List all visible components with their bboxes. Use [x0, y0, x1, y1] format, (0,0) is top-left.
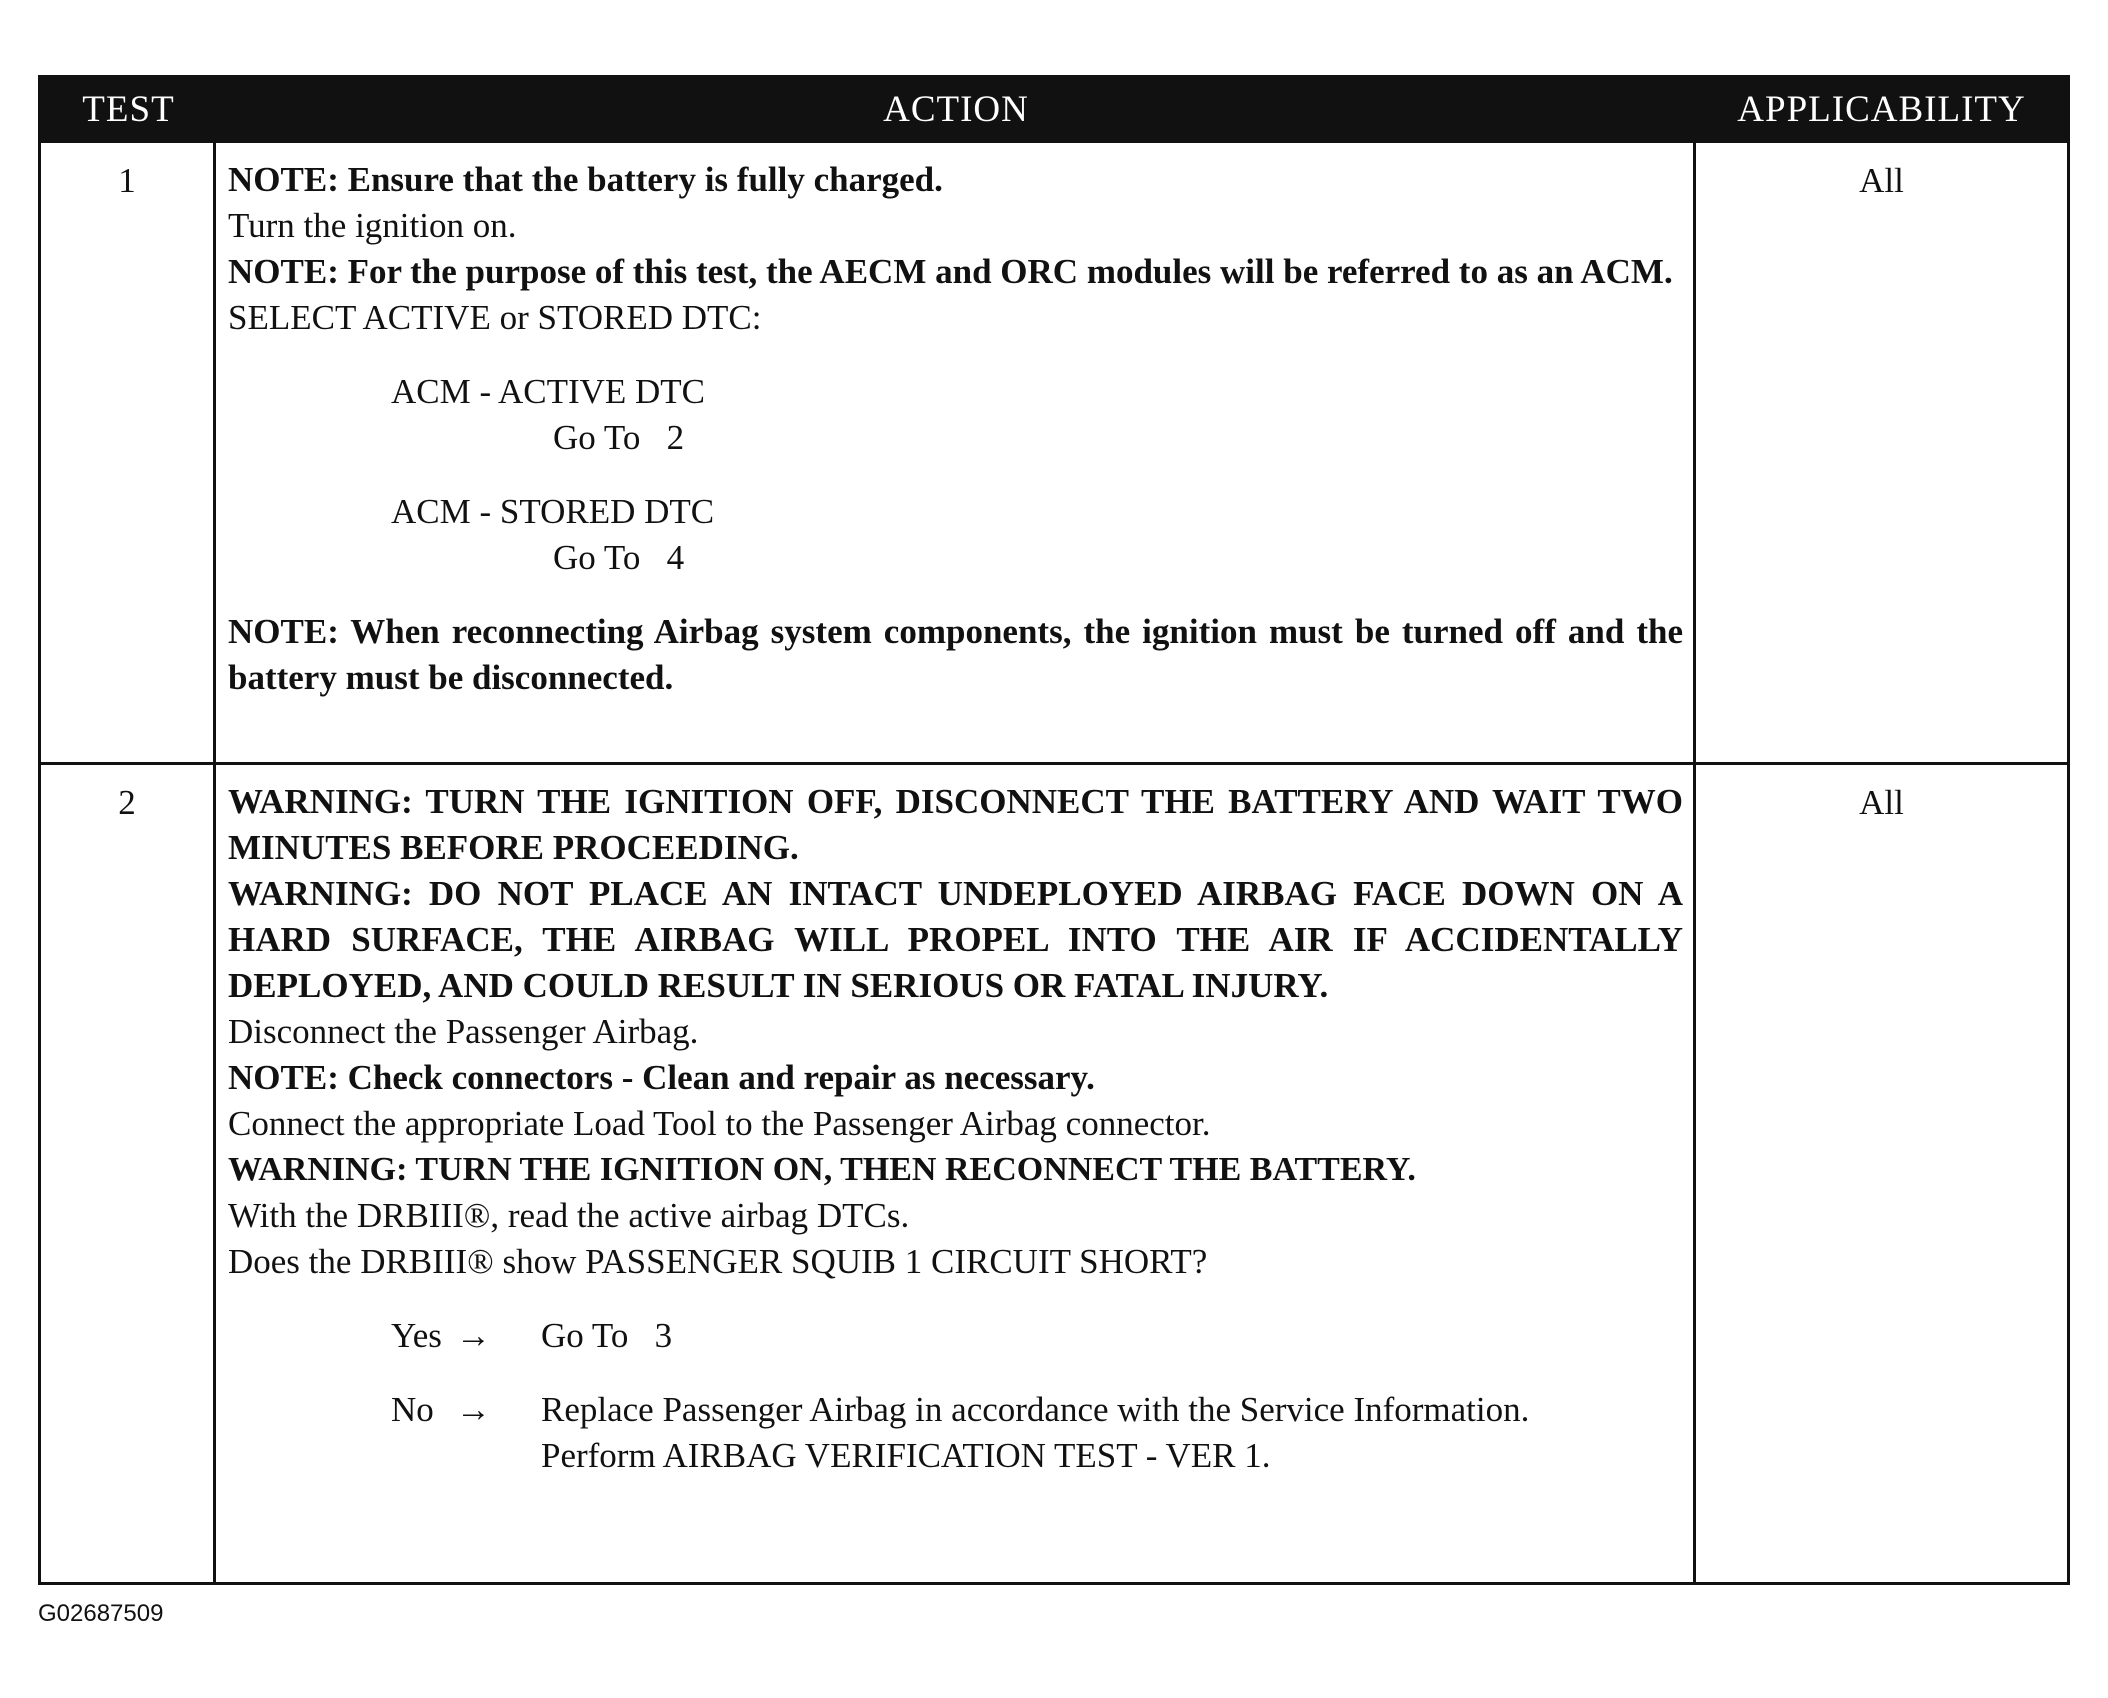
step-text: With the DRBIII®, read the active airbag DTCs. — [228, 1196, 910, 1235]
question-text: Does the DRBIII® show PASSENGER SQUIB 1 CIRCUIT SHORT? — [228, 1242, 1208, 1281]
test-number: 1 — [41, 143, 216, 762]
yes-option — [228, 1313, 1683, 1359]
goto-text: Go To 4 — [553, 538, 685, 577]
test-number: 2 — [41, 765, 216, 1582]
arrow-icon: → — [456, 1316, 491, 1355]
diagnostic-test-table — [38, 75, 2070, 1585]
step-text: Connect the appropriate Load Tool to the Passenger Airbag connector. — [228, 1104, 1211, 1143]
header-applicability: APPLICABILITY — [1737, 88, 2026, 130]
warning-text: WARNING: TURN THE IGNITION OFF, DISCONNECT THE BATTERY AND WAIT TWO MINUTES BEFORE PROCEEDING. — [228, 782, 1683, 867]
note-text: NOTE: When reconnecting Airbag system components, the ignition must be turned off and the battery must be disconnected. — [228, 612, 1683, 697]
note-text: NOTE: For the purpose of this test, the AECM and ORC modules will be referred to as an ACM. — [228, 252, 1673, 291]
no-result-text: Replace Passenger Airbag in accordance with the Service Information. — [541, 1390, 1530, 1429]
action-cell — [216, 765, 1696, 1582]
option-label: ACM - ACTIVE DTC — [391, 372, 706, 411]
warning-text: WARNING: DO NOT PLACE AN INTACT UNDEPLOYED AIRBAG FACE DOWN ON A HARD SURFACE, THE AIRBAG WILL PROPEL INTO THE AIR IF ACCIDENTALLY DEPLOYED, AND COULD RESULT IN SERIOUS OR FATAL INJURY. — [228, 874, 1683, 1005]
header-test: TEST — [82, 88, 175, 130]
applicability-value: All — [1859, 161, 1904, 200]
header-action: ACTION — [883, 88, 1029, 130]
warning-text: WARNING: TURN THE IGNITION ON, THEN RECONNECT THE BATTERY. — [228, 1151, 1416, 1188]
table-row — [41, 140, 2067, 762]
note-text: NOTE: Ensure that the battery is fully charged. — [228, 160, 943, 199]
goto-text: Go To 2 — [553, 418, 685, 457]
table-header — [41, 78, 2067, 140]
yes-label: Yes — [391, 1316, 442, 1355]
yes-result: Go To 3 — [541, 1316, 673, 1355]
arrow-icon: → — [456, 1390, 491, 1429]
step-text: Disconnect the Passenger Airbag. — [228, 1012, 699, 1051]
step-text: Turn the ignition on. — [228, 206, 517, 245]
table-row — [41, 762, 2067, 1582]
no-option — [228, 1387, 1683, 1479]
note-text: NOTE: Check connectors - Clean and repair as necessary. — [228, 1058, 1095, 1097]
figure-id: G02687509 — [38, 1600, 164, 1627]
action-cell — [216, 143, 1696, 762]
no-result — [541, 1387, 1683, 1479]
no-label: No — [391, 1390, 434, 1429]
select-instruction: SELECT ACTIVE or STORED DTC: — [228, 298, 762, 337]
applicability-value: All — [1859, 783, 1904, 822]
option-label: ACM - STORED DTC — [391, 492, 715, 531]
no-result-followup: Perform AIRBAG VERIFICATION TEST - VER 1. — [541, 1436, 1271, 1475]
